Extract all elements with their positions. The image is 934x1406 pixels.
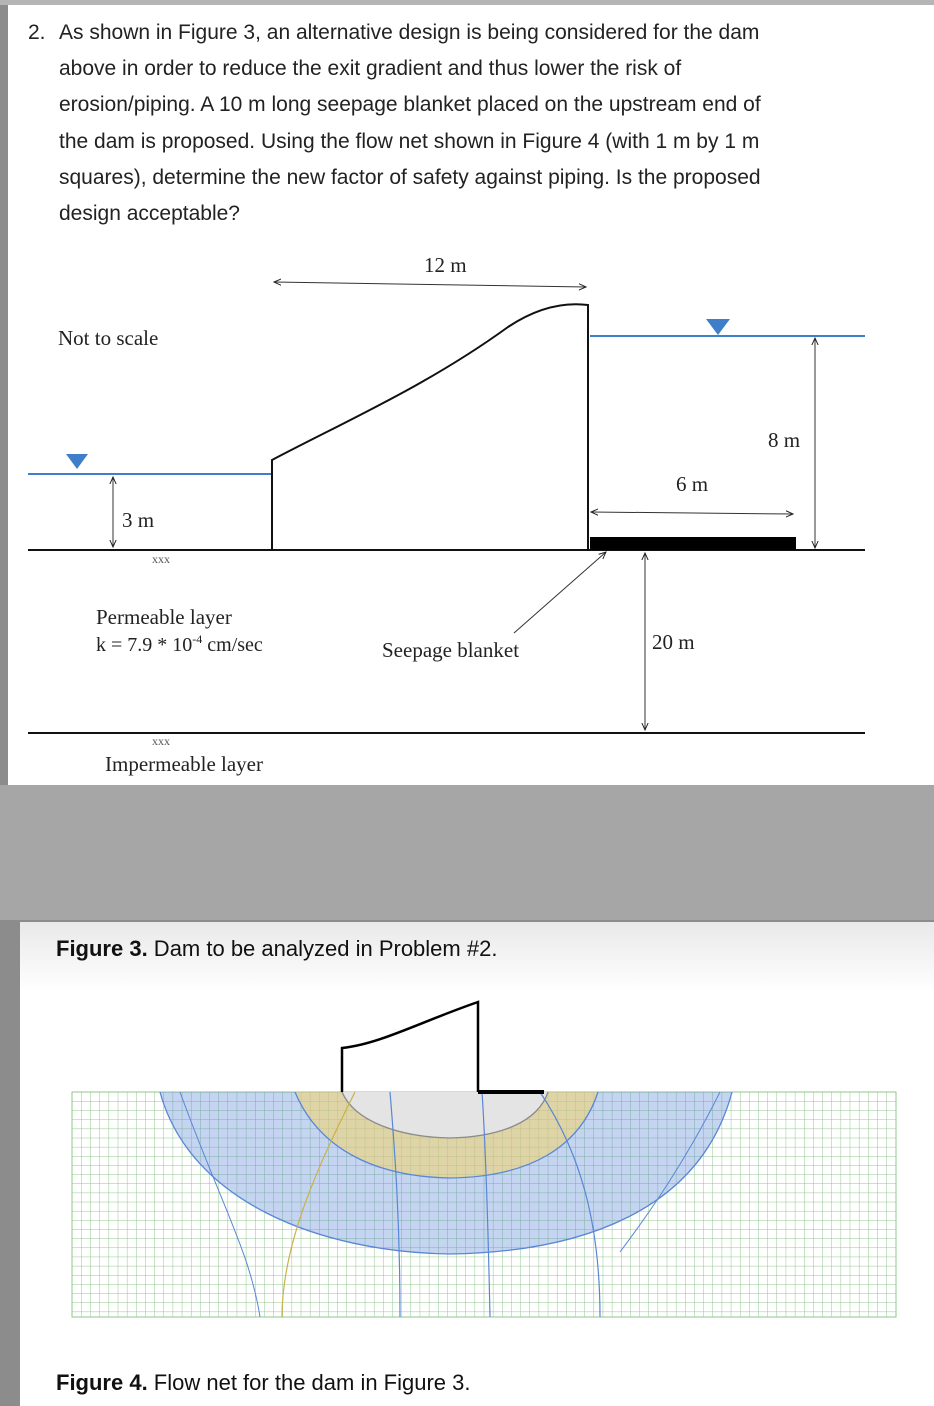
question-line-3: erosion/piping. A 10 m long seepage blanket placed on the upstream end of: [59, 93, 761, 117]
downstream-water-triangle-icon: [66, 454, 88, 469]
figure-4-panel: [20, 922, 934, 1406]
seepage-blanket-label: Seepage blanket: [382, 638, 520, 662]
question-number: 2.: [28, 21, 46, 44]
question-line-4: the dam is proposed. Using the flow net shown in Figure 4 (with 1 m by 1 m: [59, 129, 760, 153]
dam-body: [272, 304, 588, 550]
gray-separator: [0, 785, 934, 920]
figure-3-diagram: [8, 5, 934, 785]
not-to-scale-label: Not to scale: [58, 326, 159, 350]
question-line-6: design acceptable?: [59, 202, 240, 226]
ground-hatch-mark: xxx: [152, 552, 170, 566]
impermeable-layer-label: Impermeable layer: [105, 752, 263, 776]
question-line-2: above in order to reduce the exit gradient and thus lower the risk of: [59, 57, 682, 81]
problem-panel: [8, 5, 934, 785]
impermeable-hatch-mark: xxx: [152, 734, 170, 748]
dim-12m-arrow: [274, 282, 586, 287]
dim-12m-label: 12 m: [424, 253, 467, 277]
dim-8m-label: 8 m: [768, 428, 801, 452]
seepage-blanket: [590, 537, 796, 550]
figure-4-flow-net: [20, 922, 934, 1406]
question-line-5: squares), determine the new factor of safety against piping. Is the proposed: [59, 165, 761, 189]
dam-outline: [342, 1002, 478, 1092]
question-line-1: As shown in Figure 3, an alternative design is being considered for the dam: [59, 21, 760, 44]
figure-3-caption-bold: Figure 3.: [56, 936, 148, 961]
upstream-water-triangle-icon: [706, 319, 730, 335]
figure-4-caption: [56, 1370, 471, 1396]
permeability-value: $k = 7.9 * 10^{-4}$ cm/sec: [96, 632, 263, 656]
dim-20m-label: 20 m: [652, 630, 695, 654]
dim-3m-label: 3 m: [122, 508, 155, 532]
permeable-layer-label: Permeable layer: [96, 605, 232, 629]
dim-6m-label: 6 m: [676, 472, 709, 496]
seepage-blanket-leader: [514, 552, 606, 633]
figure-4-caption-bold: Figure 4.: [56, 1370, 148, 1395]
dim-6m-arrow: [591, 512, 793, 514]
figure-3-caption-text: Dam to be analyzed in Problem #2.: [147, 936, 498, 961]
figure-4-caption-text: Flow net for the dam in Figure 3.: [147, 1370, 471, 1395]
